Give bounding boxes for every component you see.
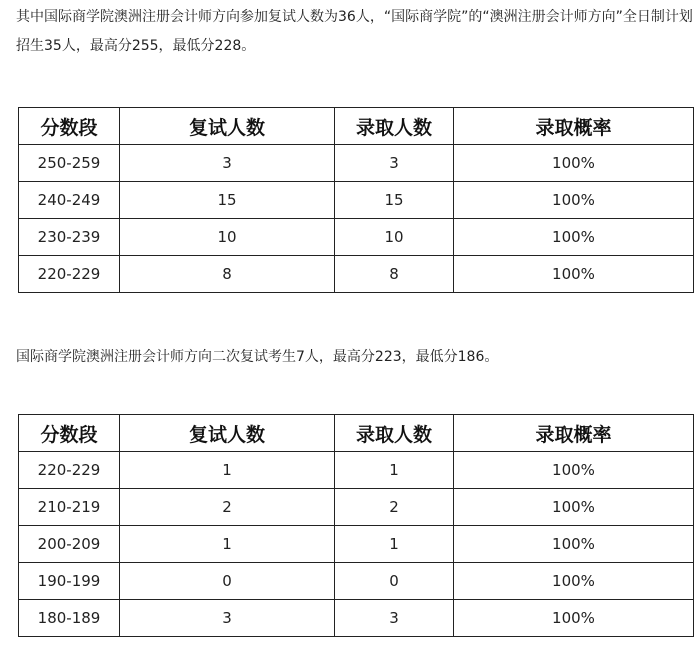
cell-score-range: 180-189: [19, 600, 120, 637]
cell-admitted-count: 0: [335, 563, 454, 600]
cell-score-range: 240-249: [19, 182, 120, 219]
cell-admission-rate: 100%: [454, 489, 694, 526]
cell-interviewed-count: 3: [120, 600, 335, 637]
cell-admission-rate: 100%: [454, 145, 694, 182]
header-admission-rate: 录取概率: [454, 415, 694, 452]
cell-admission-rate: 100%: [454, 526, 694, 563]
cell-score-range: 190-199: [19, 563, 120, 600]
cell-interviewed-count: 15: [120, 182, 335, 219]
table-row: [19, 182, 694, 219]
header-score-range: 分数段: [19, 415, 120, 452]
table-row: [19, 452, 694, 489]
cell-admission-rate: 100%: [454, 219, 694, 256]
cell-admission-rate: 100%: [454, 563, 694, 600]
cell-interviewed-count: 1: [120, 452, 335, 489]
table-header-row: [19, 108, 694, 145]
header-admitted-count: 录取人数: [335, 108, 454, 145]
second-round-summary: 国际商学院澳洲注册会计师方向二次复试考生7人，最高分223，最低分186。: [16, 349, 499, 365]
cell-score-range: 220-229: [19, 452, 120, 489]
cell-interviewed-count: 0: [120, 563, 335, 600]
cell-admitted-count: 8: [335, 256, 454, 293]
cell-admitted-count: 1: [335, 526, 454, 563]
table-row: [19, 256, 694, 293]
cell-admitted-count: 15: [335, 182, 454, 219]
cell-score-range: 210-219: [19, 489, 120, 526]
cell-score-range: 220-229: [19, 256, 120, 293]
header-interviewed-count: 复试人数: [120, 108, 335, 145]
first-round-score-table: [18, 107, 694, 293]
cell-interviewed-count: 8: [120, 256, 335, 293]
table-row: [19, 219, 694, 256]
cell-admission-rate: 100%: [454, 600, 694, 637]
cell-admitted-count: 2: [335, 489, 454, 526]
cell-interviewed-count: 10: [120, 219, 335, 256]
cell-admitted-count: 1: [335, 452, 454, 489]
first-round-summary: 其中国际商学院澳洲注册会计师方向参加复试人数为36人，“国际商学院”的“澳洲注册会计师方向”全日制计划招生35人，最高分255，最低分228。: [16, 9, 693, 54]
cell-admission-rate: 100%: [454, 182, 694, 219]
header-interviewed-count: 复试人数: [120, 415, 335, 452]
table-row: [19, 145, 694, 182]
cell-interviewed-count: 3: [120, 145, 335, 182]
cell-admission-rate: 100%: [454, 256, 694, 293]
header-admission-rate: 录取概率: [454, 108, 694, 145]
cell-score-range: 200-209: [19, 526, 120, 563]
table-row: [19, 526, 694, 563]
second-round-score-table: [18, 414, 694, 637]
cell-score-range: 250-259: [19, 145, 120, 182]
table-header-row: [19, 415, 694, 452]
cell-interviewed-count: 2: [120, 489, 335, 526]
cell-admitted-count: 10: [335, 219, 454, 256]
cell-score-range: 230-239: [19, 219, 120, 256]
table-row: [19, 600, 694, 637]
header-admitted-count: 录取人数: [335, 415, 454, 452]
table-row: [19, 489, 694, 526]
cell-interviewed-count: 1: [120, 526, 335, 563]
header-score-range: 分数段: [19, 108, 120, 145]
cell-admitted-count: 3: [335, 600, 454, 637]
table-row: [19, 563, 694, 600]
cell-admission-rate: 100%: [454, 452, 694, 489]
cell-admitted-count: 3: [335, 145, 454, 182]
